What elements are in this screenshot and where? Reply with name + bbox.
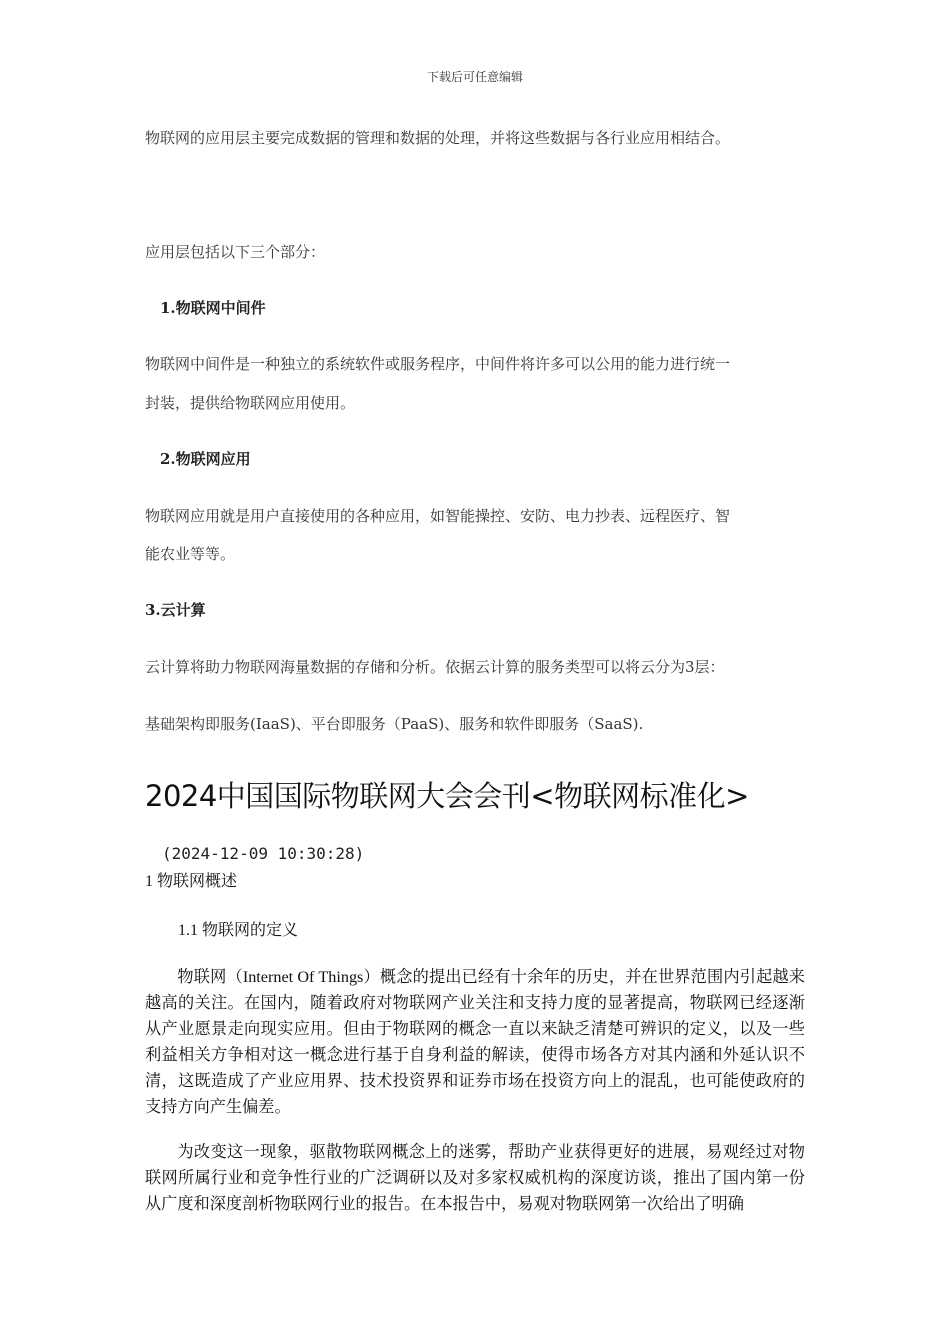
middleware-line-1: 物联网中间件是一种独立的系统软件或服务程序，中间件将许多可以公用的能力进行统一: [145, 355, 731, 373]
application-line-2: 能农业等等。: [145, 545, 236, 563]
section-1-1-heading: 1.1 物联网的定义: [178, 922, 299, 939]
cloud-line-2: 基础架构即服务(IaaS)、平台即服务（PaaS)、服务和软件即服务（SaaS).: [145, 715, 644, 733]
middleware-line-2: 封装，提供给物联网应用使用。: [145, 394, 356, 412]
article-date: (2024-12-09 10:30:28): [162, 844, 365, 863]
article-paragraph-1: 物联网（Internet Of Things）概念的提出已经有十余年的历史，并在世界范围内引起越来越高的关注。在国内，随着政府对物联网产业关注和支持力度的显著提高，物联网已经逐渐从产业愿景走向现实应用。但由于物联网的概念一直以来缺乏清楚可辨识的定义，以及一些利益相关方争相对这一概念进行基于自身利益的解读，使得市场各方对其内涵和外延认识不清，这既造成了产业应用界、技术投资界和证券市场在投资方向上的混乱，也可能使政府的支持方向产生偏差。: [145, 968, 805, 1116]
intro-line-1: 物联网的应用层主要完成数据的管理和数据的处理，并将这些数据与各行业应用相结合。: [145, 129, 731, 147]
article-paragraph-2: 为改变这一现象，驱散物联网概念上的迷雾，帮助产业获得更好的进展，易观经过对物联网所属行业和竞争性行业的广泛调研以及对多家权威机构的深度访谈，推出了国内第一份从广度和深度剖析物联网行业的报告。在本报告中，易观对物联网第一次给出了明确: [145, 1143, 805, 1213]
page-header-note: 下载后可任意编辑: [426, 70, 523, 84]
cloud-line-1: 云计算将助力物联网海量数据的存储和分析。依据云计算的服务类型可以将云分为3层：: [145, 658, 725, 676]
intro-line-2: 应用层包括以下三个部分：: [145, 243, 326, 261]
application-line-1: 物联网应用就是用户直接使用的各种应用，如智能操控、安防、电力抄表、远程医疗、智: [145, 507, 731, 525]
section-heading-cloud: 3.云计算: [145, 601, 206, 619]
section-heading-middleware: 1.物联网中间件: [160, 299, 266, 317]
section-1-heading: 1 物联网概述: [145, 873, 238, 890]
section-heading-application: 2.物联网应用: [160, 450, 251, 468]
article-title: 2024中国国际物联网大会会刊<物联网标准化>: [145, 779, 749, 813]
